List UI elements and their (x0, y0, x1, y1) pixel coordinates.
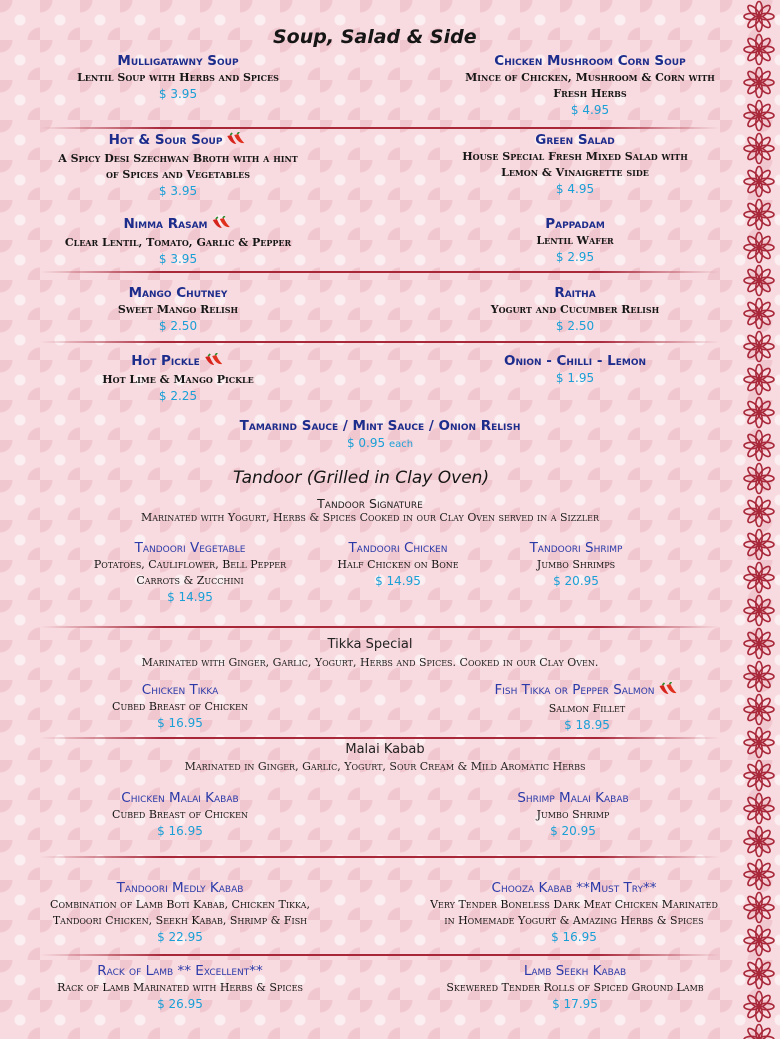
floral-border-icon (740, 495, 778, 528)
floral-border-icon (740, 957, 778, 990)
item-price: $ 16.95 (157, 716, 203, 730)
item-desc: Jumbo Shrimp (536, 808, 610, 821)
floral-border-icon (740, 66, 778, 99)
floral-border-icon (740, 330, 778, 363)
menu-item-tandoori-medly-kabab (50, 879, 310, 946)
tikka-special-header (142, 637, 599, 669)
item-desc: Combination of Lamb Boti Kabab, Chicken Tikka, (50, 898, 310, 911)
item-name (494, 681, 679, 701)
item-desc: Lentil Soup with Herbs and Spices (77, 71, 279, 84)
item-desc: Rack of Lamb Marinated with Herbs & Spices (57, 981, 303, 994)
item-price: $ 20.95 (550, 824, 596, 838)
item-desc: Tandoori Chicken, Seekh Kabab, Shrimp & Fish (52, 914, 308, 927)
section-description: Marinated with Yogurt, Herbs & Spices Cooked in our Clay Oven served in a Sizzler (141, 511, 599, 524)
item-name: Tandoori Vegetable (134, 540, 246, 556)
item-name: Mulligatawny Soup (117, 53, 239, 69)
item-name (65, 215, 291, 235)
floral-border-icon (740, 198, 778, 231)
item-desc: House Special Fresh Mixed Salad with (462, 150, 688, 163)
item-price: $ 2.95 (555, 250, 595, 264)
tandoor-signature-header (141, 496, 599, 524)
floral-border-icon (740, 462, 778, 495)
soup-salad-side-heading: Soup, Salad & Side (273, 26, 477, 48)
item-price: $ 22.95 (157, 930, 203, 944)
floral-border-icon (740, 528, 778, 561)
item-desc: of Spices and Vegetables (105, 168, 251, 181)
tandoor-heading: Tandoor (Grilled in Clay Oven) (233, 468, 490, 488)
floral-border-icon (740, 891, 778, 924)
item-desc: Jumbo Shrimps (536, 558, 616, 571)
item-desc: Half Chicken on Bone (337, 558, 459, 571)
item-price: $ 3.95 (158, 184, 198, 198)
item-desc: Cubed Breast of Chicken (112, 700, 248, 713)
item-price: $ 14.95 (375, 574, 421, 588)
item-price: $ 3.95 (158, 252, 198, 266)
item-desc: Lemon & Vinaigrette side (501, 166, 649, 179)
item-desc: Cubed Breast of Chicken (112, 808, 248, 821)
item-name: Chicken Tikka (141, 682, 219, 698)
section-description: Marinated in Ginger, Garlic, Yogurt, Sour Cream & Mild Aromatic Herbs (184, 760, 586, 773)
floral-border-icon (740, 759, 778, 792)
item-name: Lamb Seekh Kabab (523, 963, 627, 979)
item-name-text: Nimma Rasam (123, 216, 208, 232)
menu-item-chicken-tikka (112, 681, 248, 732)
floral-border-icon (740, 396, 778, 429)
item-name-text: Fish Tikka or Pepper Salmon (494, 682, 655, 698)
item-name (58, 131, 298, 151)
item-price: $ 16.95 (157, 824, 203, 838)
floral-border-icon (740, 792, 778, 825)
floral-border-icon (740, 165, 778, 198)
item-desc: Yogurt and Cucumber Relish (490, 303, 660, 316)
item-price (240, 435, 521, 453)
floral-border-icon (740, 297, 778, 330)
item-name: Tandoori Shrimp (529, 540, 623, 556)
item-price: $ 26.95 (157, 997, 203, 1011)
item-name: Raitha (554, 285, 596, 301)
divider (40, 271, 720, 273)
floral-border-icon (740, 990, 778, 1023)
item-desc: Mince of Chicken, Mushroom & Corn with (465, 71, 715, 84)
item-price: $ 4.95 (570, 103, 610, 117)
item-name: Green Salad (535, 132, 615, 148)
menu-item-pappadam (536, 215, 613, 266)
item-price: $ 2.50 (158, 319, 198, 333)
item-name: Chooza Kabab **Must Try** (491, 880, 657, 896)
item-name (102, 352, 254, 372)
item-name: Pappadam (545, 216, 605, 232)
floral-border-icon (740, 363, 778, 396)
floral-border-icon (740, 858, 778, 891)
floral-border-icon (740, 0, 778, 33)
menu-item-nimma-rasam (65, 215, 291, 268)
menu-item-mango-chutney (118, 284, 238, 335)
item-desc: A Spicy Desi Szechwan Broth with a hint (58, 152, 298, 165)
item-price: $ 14.95 (167, 590, 213, 604)
menu-item-raitha (491, 284, 659, 335)
menu-item-lamb-seekh-kabab (446, 962, 703, 1013)
item-name: Tamarind Sauce / Mint Sauce / Onion Relish (239, 418, 521, 434)
menu-item-onion-chilli-lemon (504, 352, 646, 387)
item-desc: Hot Lime & Mango Pickle (102, 373, 254, 386)
chili-pepper-icon (658, 682, 680, 701)
divider (40, 856, 720, 858)
item-price: $ 18.95 (564, 718, 610, 732)
divider (40, 954, 720, 956)
floral-border-icon (740, 132, 778, 165)
item-desc: Fresh Herbs (553, 87, 627, 100)
item-desc: Carrots & Zucchini (136, 574, 244, 587)
item-desc: Sweet Mango Relish (117, 303, 239, 316)
section-subtitle: Tikka Special (327, 637, 413, 652)
item-price: $ 2.50 (555, 319, 595, 333)
floral-border (738, 0, 780, 1039)
item-desc: Very Tender Boneless Dark Meat Chicken Marinated (430, 898, 718, 911)
menu-item-rack-of-lamb (57, 962, 303, 1013)
item-name: Rack of Lamb ** Excellent** (97, 963, 263, 979)
floral-border-icon (740, 264, 778, 297)
floral-border-icon (740, 627, 778, 660)
chili-pepper-icon (211, 216, 233, 235)
chili-pepper-icon (225, 132, 247, 151)
item-name: Onion - Chilli - Lemon (503, 353, 647, 369)
item-desc: in Homemade Yogurt & Amazing Herbs & Spices (444, 914, 704, 927)
divider (40, 341, 720, 343)
floral-border-icon (740, 33, 778, 66)
floral-border-icon (740, 825, 778, 858)
floral-border-icon (740, 561, 778, 594)
malai-kabab-header (185, 742, 586, 773)
menu-item-fish-tikka (494, 681, 679, 734)
floral-border-icon (740, 231, 778, 264)
menu-item-chicken-mushroom-corn-soup (465, 52, 715, 119)
item-name: Tandoori Chicken (348, 540, 448, 556)
floral-border-icon (740, 693, 778, 726)
floral-border-icon (740, 429, 778, 462)
menu-item-chooza-kabab (430, 879, 718, 946)
floral-border-icon (740, 726, 778, 759)
floral-border-icon (740, 1023, 778, 1039)
item-price: $ 2.25 (158, 389, 198, 403)
floral-border-icon (740, 660, 778, 693)
menu-item-tandoori-shrimp (530, 539, 623, 590)
menu-item-tandoori-chicken (337, 539, 458, 590)
menu-item-mulligatawny (77, 52, 279, 103)
menu-item-hot-sour-soup (58, 131, 298, 200)
menu-item-tandoori-vegetable (94, 539, 286, 606)
section-description: Marinated with Ginger, Garlic, Yogurt, Herbs and Spices. Cooked in our Clay Oven. (141, 656, 599, 669)
item-price: $ 20.95 (553, 574, 599, 588)
item-price: $ 3.95 (158, 87, 198, 101)
item-price-text: $ 0.95 (346, 436, 386, 450)
item-desc: Potatoes, Cauliflower, Bell Pepper (93, 558, 287, 571)
item-name: Tandoori Medly Kabab (116, 880, 244, 896)
item-name: Mango Chutney (128, 285, 228, 301)
item-desc: Salmon Fillet (548, 702, 626, 715)
menu-item-sauces (240, 417, 521, 453)
item-name: Chicken Mushroom Corn Soup (494, 53, 686, 69)
menu-item-chicken-malai-kabab (112, 789, 248, 840)
item-price: $ 17.95 (552, 997, 598, 1011)
item-name: Chicken Malai Kabab (121, 790, 239, 806)
divider (40, 737, 720, 739)
item-price: $ 4.95 (555, 182, 595, 196)
item-price: $ 16.95 (551, 930, 597, 944)
item-name: Shrimp Malai Kabab (517, 790, 629, 806)
item-desc: Clear Lentil, Tomato, Garlic & Pepper (64, 236, 292, 249)
item-name-text: Hot Pickle (131, 353, 200, 369)
divider (40, 127, 720, 129)
item-price: $ 1.95 (555, 371, 595, 385)
floral-border-icon (740, 99, 778, 132)
item-desc: Skewered Tender Rolls of Spiced Ground Lamb (446, 981, 704, 994)
item-price-unit: each (388, 439, 414, 450)
menu-item-hot-pickle (102, 352, 254, 405)
chili-pepper-icon (203, 353, 225, 372)
section-subtitle: Tandoor Signature (317, 496, 423, 511)
item-name-text: Hot & Sour Soup (108, 132, 223, 148)
menu-item-green-salad (462, 131, 688, 198)
floral-border-icon (740, 924, 778, 957)
section-subtitle: Malai Kabab (345, 742, 425, 757)
menu-item-shrimp-malai-kabab (517, 789, 628, 840)
divider (40, 626, 720, 628)
floral-border-icon (740, 594, 778, 627)
item-desc: Lentil Wafer (536, 234, 614, 247)
